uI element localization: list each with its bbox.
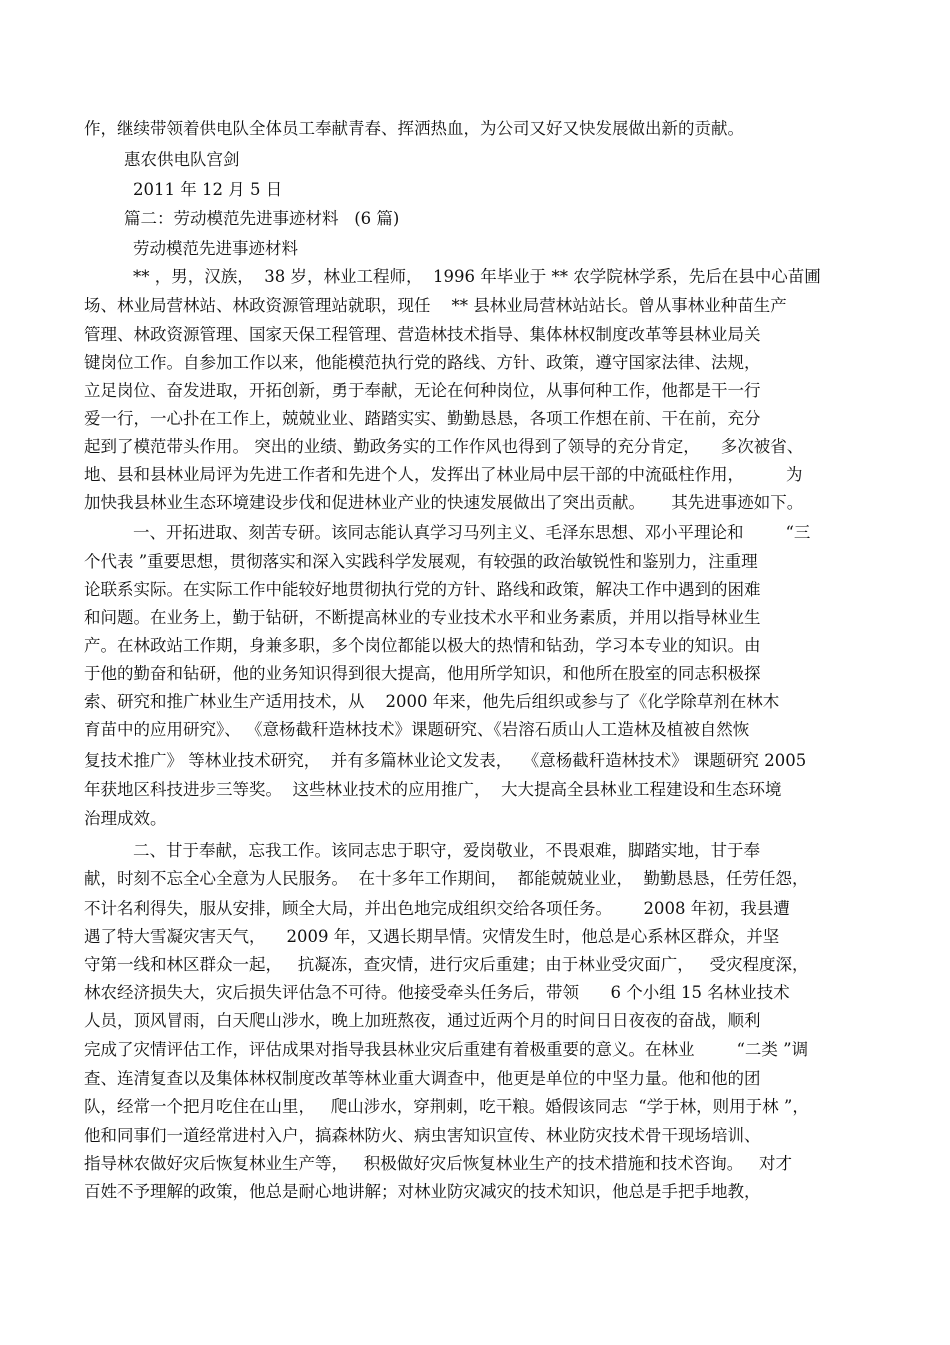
text-line: 队，经常一个把月吃住在山里， 爬山涉水，穿荆刺，吃干粮。婚假该同志 “学于林，则用于林 ”， bbox=[84, 1097, 809, 1116]
text-line: 查、连清复查以及集体林权制度改革等林业重大调查中，他更是单位的中坚力量。他和他的团 bbox=[84, 1069, 761, 1088]
text-line: 管理、林政资源管理、国家天保工程管理、营造林技术指导、集体林权制度改革等县林业局关 bbox=[84, 325, 761, 344]
text-line: 献，时刻不忘全心全意为人民服务。 在十多年工作期间， 都能兢兢业业， 勤勤恳恳，任劳任怨， bbox=[84, 869, 809, 888]
text-line: 治理成效。 bbox=[84, 809, 167, 828]
text-line: 复技术推广》 等林业技术研究， 并有多篇林业论文发表， 《意杨截秆造林技术》 课题研究 2005 bbox=[84, 751, 807, 770]
section-heading: 篇二：劳动模范先进事迹材料 (6 篇) bbox=[124, 209, 400, 228]
signature-name: 惠农供电队宫剑 bbox=[124, 150, 240, 169]
text-line: 一、开拓进取、刻苦专研。该同志能认真学习马列主义、毛泽东思想、邓小平理论和 “三 bbox=[133, 523, 811, 542]
text-line: 他和同事们一道经常进村入户，搞森林防火、病虫害知识宣传、林业防灾技术骨干现场培训、 bbox=[84, 1126, 761, 1145]
text-line: 遇了特大雪凝灾害天气， 2009 年，又遇长期旱情。灾情发生时，他总是心系林区群众，并坚 bbox=[84, 927, 780, 946]
text-line: 产。在林政站工作期，身兼多职，多个岗位都能以极大的热情和钻劲，学习本专业的知识。由 bbox=[84, 636, 761, 655]
text-line: 守第一线和林区群众一起， 抗凝冻，查灾情，进行灾后重建；由于林业受灾面广， 受灾程度深， bbox=[84, 955, 809, 974]
text-line: 作，继续带领着供电队全体员工奉献青春、挥洒热血，为公司又好又快发展做出新的贡献。 bbox=[84, 119, 744, 138]
text-line: 于他的勤奋和钻研，他的业务知识得到很大提高，他用所学知识，和他所在股室的同志积极探 bbox=[84, 664, 761, 683]
text-line: 索、研究和推广林业生产适用技术，从 2000 年来，他先后组织或参与了《化学除草剂在林木 bbox=[84, 692, 780, 711]
text-line: 林农经济损失大，灾后损失评估急不可待。他接受牵头任务后，带领 6 个小组 15 名林业技术 bbox=[84, 983, 790, 1002]
text-line: 地、县和县林业局评为先进工作者和先进个人，发挥出了林业局中层干部的中流砥柱作用， 为 bbox=[84, 465, 803, 484]
text-line: ** ，男，汉族， 38 岁，林业工程师， 1996 年毕业于 ** 农学院林学系，先后在县中心苗圃 bbox=[133, 267, 821, 286]
text-line: 加快我县林业生态环境建设步伐和促进林业产业的快速发展做出了突出贡献。 其先进事迹如下。 bbox=[84, 493, 804, 512]
text-line: 不计名利得失，服从安排，顾全大局，并出色地完成组织交给各项任务。 2008 年初，我县遭 bbox=[84, 899, 790, 918]
text-line: 指导林农做好灾后恢复林业生产等， 积极做好灾后恢复林业生产的技术措施和技术咨询。 对才 bbox=[84, 1154, 792, 1173]
text-line: 人员，顶风冒雨，白天爬山涉水，晚上加班熬夜，通过近两个月的时间日日夜夜的奋战，顺利 bbox=[84, 1011, 761, 1030]
text-line: 育苗中的应用研究》、 《意杨截秆造林技术》课题研究、《岩溶石质山人工造林及植被自然恢 bbox=[84, 720, 750, 739]
text-line: 百姓不予理解的政策，他总是耐心地讲解；对林业防灾减灾的技术知识，他总是手把手地教， bbox=[84, 1182, 761, 1201]
text-line: 完成了灾情评估工作，评估成果对指导我县林业灾后重建有着极重要的意义。在林业 “二类 ”调 bbox=[84, 1040, 809, 1059]
text-line: 场、林业局营林站、林政资源管理站就职，现任 ** 县林业局营林站站长。曾从事林业种苗生产 bbox=[84, 296, 787, 315]
text-line: 论联系实际。在实际工作中能较好地贯彻执行党的方针、路线和政策，解决工作中遇到的困难 bbox=[84, 580, 761, 599]
text-line: 二、甘于奉献，忘我工作。该同志忠于职守，爱岗敬业，不畏艰难，脚踏实地，甘于奉 bbox=[133, 841, 760, 860]
text-line: 爱一行，一心扑在工作上，兢兢业业、踏踏实实、勤勤恳恳，各项工作想在前、干在前，充分 bbox=[84, 409, 761, 428]
text-line: 立足岗位、奋发进取，开拓创新，勇于奉献，无论在何种岗位，从事何种工作，他都是干一行 bbox=[84, 381, 761, 400]
text-line: 键岗位工作。自参加工作以来，他能模范执行党的路线、方针、政策，遵守国家法律、法规， bbox=[84, 353, 761, 372]
text-line: 个代表 ”重要思想，贯彻落实和深入实践科学发展观，有较强的政治敏锐性和鉴别力，注重理 bbox=[84, 552, 758, 571]
text-line: 年获地区科技进步三等奖。 这些林业技术的应用推广， 大大提高全县林业工程建设和生态环境 bbox=[84, 780, 782, 799]
article-title: 劳动模范先进事迹材料 bbox=[133, 239, 298, 258]
text-line: 和问题。在业务上，勤于钻研，不断提高林业的专业技术水平和业务素质，并用以指导林业生 bbox=[84, 608, 761, 627]
text-line: 起到了模范带头作用。 突出的业绩、勤政务实的工作作风也得到了领导的充分肯定， 多次被省、 bbox=[84, 437, 804, 456]
signature-date: 2011 年 12 月 5 日 bbox=[133, 180, 283, 199]
